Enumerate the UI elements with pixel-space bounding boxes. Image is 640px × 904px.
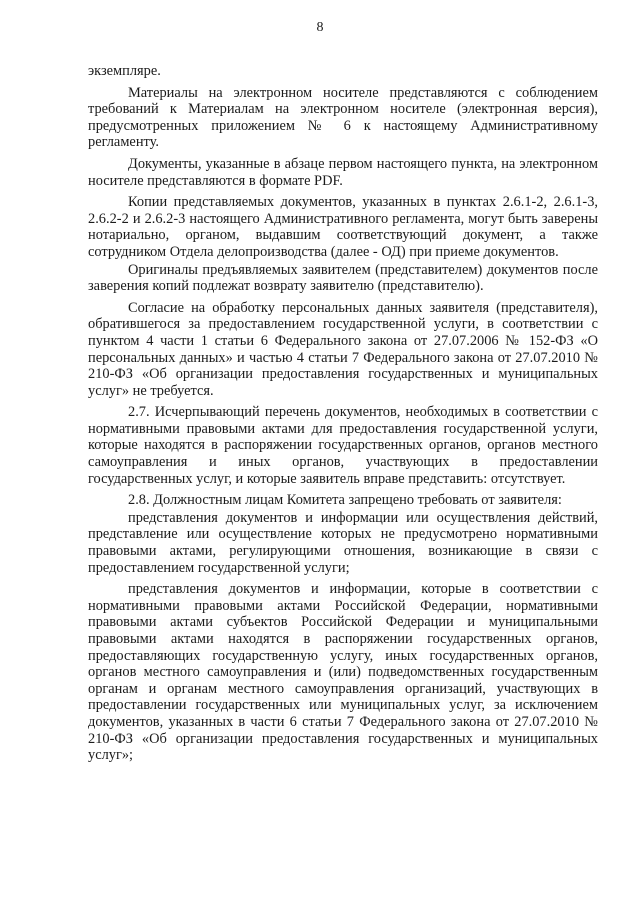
page-number: 8 <box>316 20 324 35</box>
paragraph-personal-data-consent: Согласие на обработку персональных данных заявителя (представителя), обратившегося за предоставлением государственной услуги, в соответствии с пунктом 4 части 1 статьи 6 Федерального закона от 27.07.2006 № 152-ФЗ «О персональных данных» и частью 4 статьи 7 Федерального закона от 27.07.2010 № 210-ФЗ «Об организации предоставления государственных и муниципальных услуг» не требуется. <box>88 299 598 399</box>
paragraph-prohibited-requirement-2: представления документов и информации, которые в соответствии с нормативными правовыми актами Российской Федерации, нормативными правовыми актами субъектов Российской Федерации и муниципальными правовыми актами находятся в распоряжении государственных органов, предоставляющих государственную услугу, иных государственных органов, органов местного самоуправления и (или) подведомственных государственным органам и органам местного самоуправления организаций, участвующих в предоставлении государственных или муниципальных услуг, за исключением документов, указанных в части 6 статьи 7 Федерального закона от 27.07.2010 № 210-ФЗ «Об организации предоставления государственных и муниципальных услуг»; <box>88 581 598 764</box>
paragraph-pdf-format: Документы, указанные в абзаце первом настоящего пункта, на электронном носителе представляются в формате PDF. <box>88 155 598 189</box>
paragraph-section-2-7: 2.7. Исчерпывающий перечень документов, необходимых в соответствии с нормативными правовыми актами для предоставления государственной услуги, которые находятся в распоряжении государственных органов, органов местного самоуправления и иных органов, участвующих в предоставлении государственных услуг, и которые заявитель вправе представить: отсутствует. <box>88 404 598 487</box>
paragraph-continuation: экземпляре. <box>88 63 161 79</box>
paragraph-copies-certification: Копии представляемых документов, указанных в пунктах 2.6.1-2, 2.6.1-3, 2.6.2-2 и 2.6.2-3 настоящего Административного регламента, могут быть заверены нотариально, органом, выдавшим соответствующий документ, а также сотрудником Отдела делопроизводства (далее - ОД) при приеме документов. <box>88 194 598 260</box>
paragraph-prohibited-requirement-1: представления документов и информации или осуществления действий, представление или осуществление которых не предусмотрено нормативными правовыми актами, регулирующими отношения, возникающие в связи с предоставлением государственной услуги; <box>88 509 598 576</box>
paragraph-electronic-materials: Материалы на электронном носителе представляются с соблюдением требований к Материалам на электронном носителе (электронная версия), предусмотренных приложением № 6 к настоящему Административному регламенту. <box>88 84 598 151</box>
document-body <box>88 63 598 769</box>
paragraph-section-2-8: 2.8. Должностным лицам Комитета запрещено требовать от заявителя: <box>128 492 562 509</box>
paragraph-originals-return: Оригиналы предъявляемых заявителем (представителем) документов после заверения копий подлежат возврату заявителю (представителю). <box>88 261 598 295</box>
